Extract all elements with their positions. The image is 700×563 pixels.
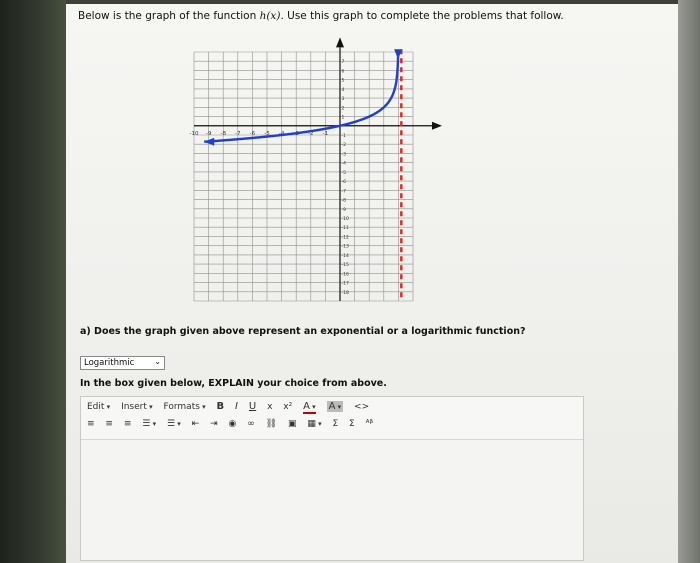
media-icon[interactable]: ◉ bbox=[228, 419, 237, 429]
spellcheck-icon[interactable]: ᴬᵝ bbox=[365, 419, 374, 429]
y-tick-label: -4 bbox=[341, 161, 346, 167]
align-right-icon[interactable]: ≡ bbox=[123, 419, 132, 429]
y-tick-label: -8 bbox=[341, 198, 346, 204]
y-tick-label: -3 bbox=[341, 152, 346, 158]
text-color-button[interactable]: A ▾ bbox=[303, 401, 316, 414]
numbered-list-icon[interactable]: ☰ ▾ bbox=[167, 419, 181, 429]
highlight-color-button[interactable]: A ▾ bbox=[327, 401, 344, 412]
table-icon[interactable]: ▦ ▾ bbox=[307, 419, 321, 429]
edit-menu[interactable]: Edit ▾ bbox=[87, 402, 110, 412]
align-center-icon[interactable]: ≡ bbox=[105, 419, 113, 429]
sigma-icon[interactable]: Σ bbox=[349, 419, 355, 429]
explain-prompt: In the box given below, EXPLAIN your choice from above. bbox=[80, 378, 387, 389]
link-icon[interactable]: ∞ bbox=[247, 419, 255, 429]
unlink-icon[interactable]: ⛓ bbox=[265, 419, 278, 429]
answer-dropdown[interactable] bbox=[80, 356, 165, 370]
x-tick-label: -4 bbox=[278, 130, 285, 137]
function-graph bbox=[66, 4, 678, 324]
y-tick-label: -15 bbox=[341, 263, 349, 269]
bold-button[interactable]: B bbox=[216, 401, 225, 412]
image-icon[interactable]: ▣ bbox=[287, 419, 297, 429]
editor-toolbar bbox=[81, 397, 583, 440]
y-tick-label: -16 bbox=[341, 272, 349, 278]
sigma-sub-icon[interactable]: Σ bbox=[332, 419, 339, 429]
rich-text-editor[interactable] bbox=[80, 396, 584, 561]
align-left-icon[interactable]: ≡ bbox=[87, 419, 95, 429]
x-tick-label: -3 bbox=[293, 130, 299, 137]
y-tick-label: -10 bbox=[341, 217, 349, 222]
code-button[interactable]: <> bbox=[354, 402, 370, 412]
curve-down-arrow-icon bbox=[394, 49, 402, 59]
y-tick-label: 7 bbox=[341, 60, 345, 66]
x-axis-arrow-icon bbox=[432, 122, 442, 130]
x-tick-label: -9 bbox=[205, 130, 212, 137]
bullet-list-icon[interactable]: ☰ ▾ bbox=[142, 419, 156, 429]
intro-suffix: . Use this graph to complete the problems that follow. bbox=[280, 10, 564, 22]
underline-button[interactable]: U bbox=[248, 401, 257, 412]
y-tick-label: -13 bbox=[341, 244, 349, 250]
y-tick-label: -12 bbox=[341, 235, 349, 241]
y-tick-label: 2 bbox=[341, 106, 345, 112]
x-tick-label: -10 bbox=[189, 130, 199, 137]
outdent-icon[interactable]: ⇤ bbox=[191, 419, 200, 429]
intro-prefix: Below is the graph of the function bbox=[78, 10, 260, 22]
y-tick-label: -5 bbox=[341, 170, 346, 176]
function-name: h(x) bbox=[259, 10, 281, 22]
x-tick-label: -7 bbox=[235, 130, 241, 137]
y-tick-label: 4 bbox=[341, 87, 345, 93]
insert-menu[interactable]: Insert ▾ bbox=[121, 402, 153, 412]
question-page bbox=[66, 4, 678, 563]
screen-bezel-left bbox=[0, 0, 66, 563]
y-tick-label: 3 bbox=[341, 97, 345, 103]
italic-button[interactable]: I bbox=[235, 401, 238, 412]
formats-menu[interactable]: Formats ▾ bbox=[164, 402, 206, 412]
answer-dropdown-value: Logarithmic bbox=[84, 358, 135, 368]
y-tick-label: -17 bbox=[341, 281, 349, 287]
y-tick-label: -7 bbox=[341, 189, 346, 195]
editor-content-area[interactable] bbox=[81, 440, 583, 560]
y-tick-label: -9 bbox=[341, 207, 346, 213]
y-tick-label: 1 bbox=[341, 115, 345, 121]
chevron-down-icon: ⌄ bbox=[154, 357, 161, 366]
y-tick-label: -1 bbox=[341, 134, 346, 139]
graph-grid bbox=[194, 52, 413, 301]
curve-left-arrow-icon bbox=[204, 138, 214, 146]
question-a: a) Does the graph given above represent an exponential or a logarithmic function? bbox=[80, 326, 526, 337]
subscript-button[interactable]: x bbox=[267, 402, 273, 412]
x-tick-label: -2 bbox=[308, 130, 314, 137]
x-tick-label: -6 bbox=[249, 130, 256, 137]
y-tick-label: -11 bbox=[341, 226, 349, 232]
screen-bezel-right bbox=[678, 0, 700, 563]
x-tick-label: -5 bbox=[264, 130, 270, 137]
y-tick-label: 5 bbox=[341, 78, 345, 84]
graph-tick-labels bbox=[190, 59, 349, 296]
toolbar-row-2 bbox=[87, 419, 381, 435]
y-tick-label: -2 bbox=[341, 143, 346, 149]
y-tick-label: 6 bbox=[341, 69, 345, 75]
y-tick-label: -14 bbox=[341, 253, 349, 259]
y-axis-arrow-icon bbox=[336, 37, 344, 47]
toolbar-row-1 bbox=[87, 401, 377, 417]
x-tick-label: -8 bbox=[220, 130, 226, 137]
y-tick-label: -6 bbox=[341, 180, 346, 186]
y-tick-label: -18 bbox=[341, 290, 349, 296]
graph-axes bbox=[194, 37, 442, 301]
x-tick-label: -1 bbox=[322, 130, 329, 137]
indent-icon[interactable]: ⇥ bbox=[210, 419, 218, 429]
superscript-button[interactable]: x² bbox=[283, 402, 293, 412]
